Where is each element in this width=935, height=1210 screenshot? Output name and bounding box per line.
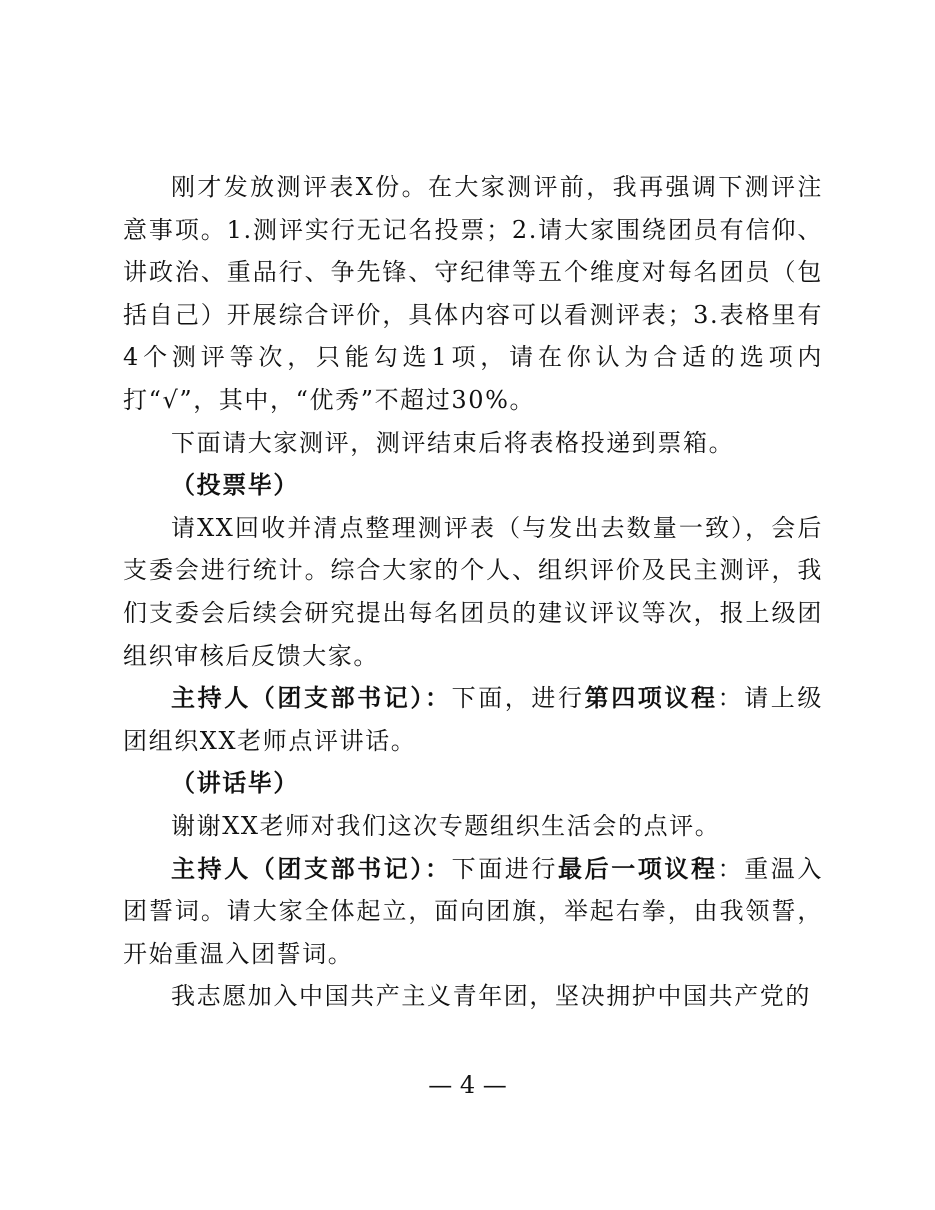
paragraph-evaluation-notes: 刚才发放测评表X份。在大家测评前，我再强调下测评注意事项。1.测评实行无记名投票；2.请大家围绕团员有信仰、讲政治、重品行、争先锋、守纪律等五个维度对每名团员（包括自己）开展综合评价，具体内容可以看测评表；3.表格里有4个测评等次，只能勾选1项，请在你认为合适的选项内打“√”，其中，“优秀”不超过30%。 <box>123 173 823 414</box>
paragraph-oath-start: 我志愿加入中国共产主义青年团，坚决拥护中国共产党的 <box>171 982 811 1011</box>
agenda-text-b: ：重温入团誓词。请大家全体起立，面向团旗，举起右拳，由我领誓，开始重温入团誓词。 <box>123 854 823 968</box>
speaker-label: 主持人（团支部书记）： <box>171 684 452 713</box>
agenda-text-a: 下面进行 <box>451 854 558 883</box>
agenda-item-label: 最后一项议程 <box>558 854 718 883</box>
page-number: — 4 — <box>428 1071 507 1099</box>
agenda-text-b: ：请上级团组织XX老师点评讲话。 <box>123 684 823 755</box>
note-voting-finished: （投票毕） <box>171 471 299 500</box>
paragraph-start-evaluation: 下面请大家测评，测评结束后将表格投递到票箱。 <box>171 428 735 457</box>
paragraph-final-agenda <box>123 848 823 976</box>
paragraph-collect-forms: 请XX回收并清点整理测评表（与发出去数量一致），会后支委会进行统计。综合大家的个人、组织评价及民主测评，我们支委会后续会研究提出每名团员的建议评议等次，报上级团组织审核后反馈大家。 <box>123 513 823 670</box>
paragraph-thanks: 谢谢XX老师对我们这次专题组织生活会的点评。 <box>171 811 721 840</box>
paragraph-agenda-four <box>123 677 823 762</box>
document-body <box>123 166 823 1018</box>
agenda-item-label: 第四项议程 <box>584 684 718 713</box>
note-speech-finished: （讲话毕） <box>171 769 299 798</box>
speaker-label: 主持人（团支部书记）： <box>171 854 452 883</box>
agenda-text-a: 下面，进行 <box>451 684 585 713</box>
